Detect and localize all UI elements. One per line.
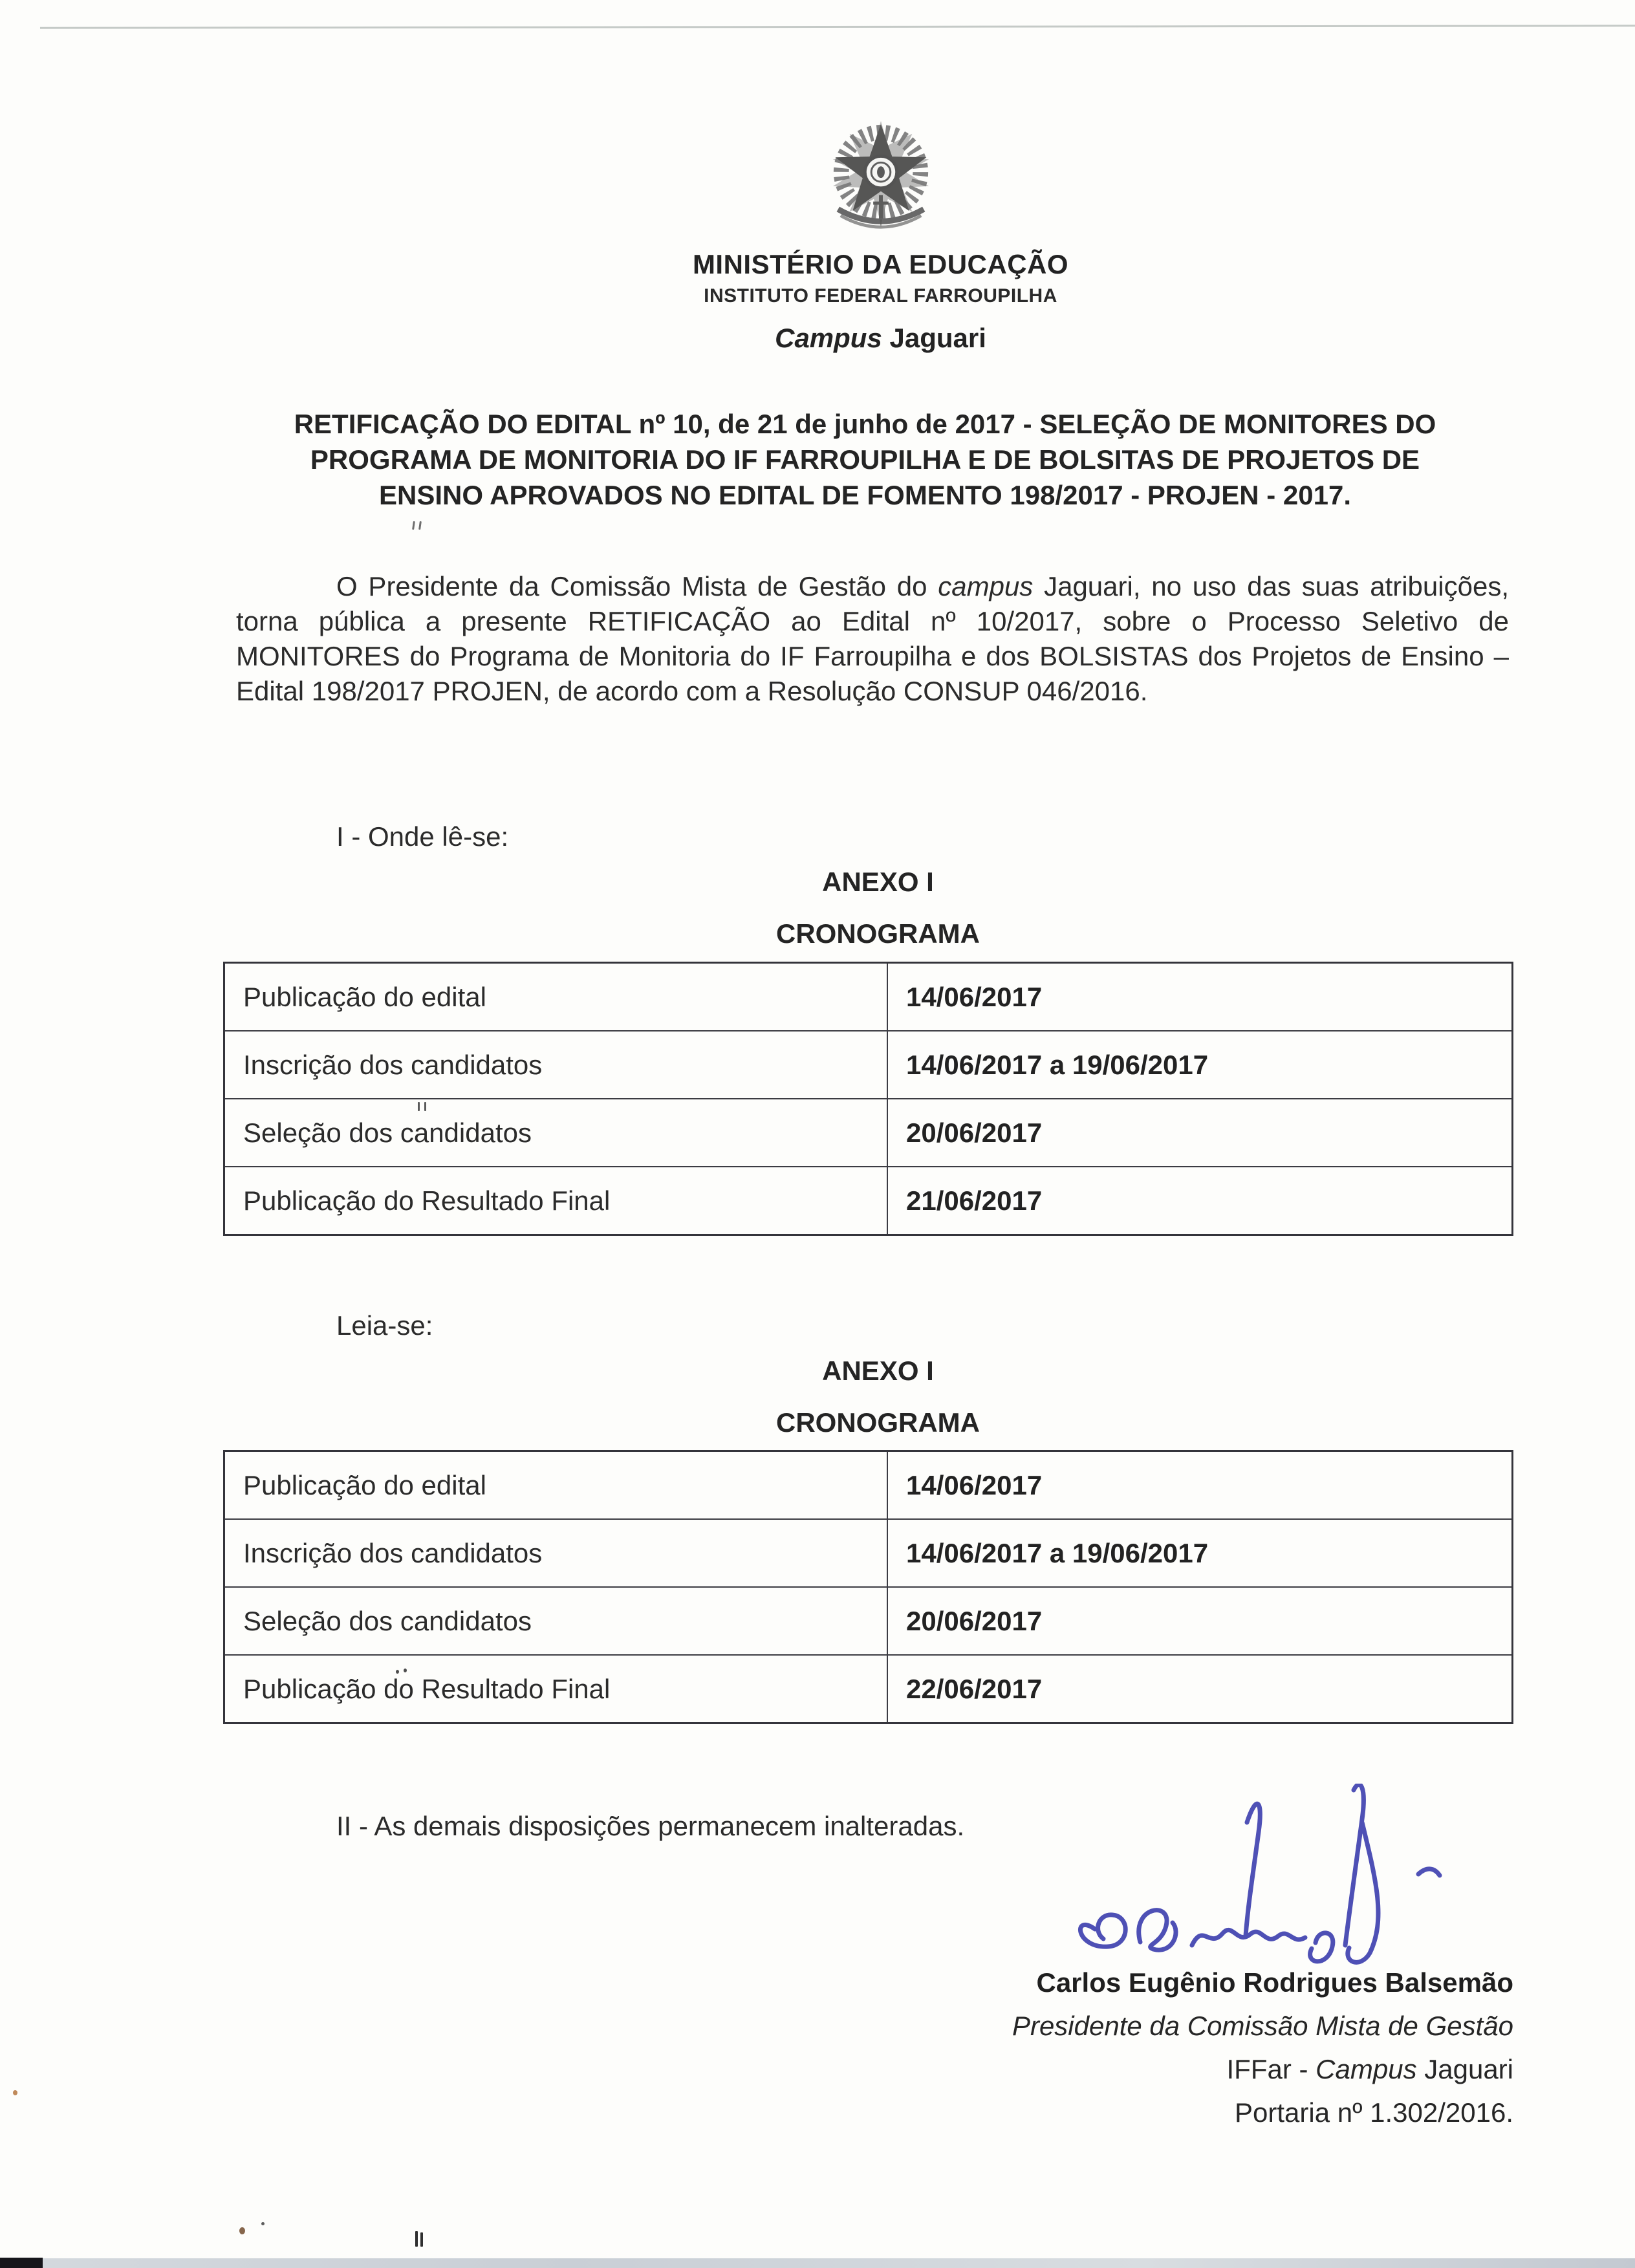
ministry-name: MINISTÉRIO DA EDUCAÇÃO <box>692 249 1069 279</box>
event-label: Inscrição dos candidatos <box>224 1031 888 1099</box>
campus-word: Campus <box>775 323 882 353</box>
org-prefix: IFFar - <box>1226 2054 1316 2084</box>
title-line-2: PROGRAMA DE MONITORIA DO IF FARROUPILHA E DE BOLSITAS DE PROJETOS DE <box>310 444 1420 475</box>
table-row <box>224 1587 1513 1655</box>
event-date: 14/06/2017 a 19/06/2017 <box>887 1519 1513 1587</box>
intro-part2: Jaguari, no uso das suas atribuições, torna pública a presente RETIFICAÇÃO ao Edital nº 10/2017, sobre o Processo Seletivo de MONITORES do Programa de Monitoria do IF Farroupilha e dos BOLSISTAS dos Projetos de Ensino – Edital 198/2017 PROJEN, de acordo com a Resolução CONSUP 046/2016. <box>236 571 1509 706</box>
intro-part1: O Presidente da Comissão Mista de Gestão do <box>336 571 938 601</box>
scan-artifact-speck <box>239 2227 245 2234</box>
anexo-heading-1: ANEXO I <box>822 867 934 897</box>
event-label: Inscrição dos candidatos <box>224 1519 888 1587</box>
campus-rest: Jaguari <box>882 323 986 353</box>
table-row <box>224 1655 1513 1723</box>
event-label: Seleção dos candidatos <box>224 1099 888 1167</box>
campus-name <box>232 323 1529 354</box>
signer-org <box>217 2047 1513 2091</box>
event-label: Seleção dos candidatos <box>224 1587 888 1655</box>
signature-block <box>217 1961 1513 2134</box>
cronograma-heading-1: CRONOGRAMA <box>776 918 980 949</box>
table-row <box>224 1519 1513 1587</box>
table-row <box>224 1451 1513 1520</box>
title-line-1: RETIFICAÇÃO DO EDITAL nº 10, de 21 de junho de 2017 - SELEÇÃO DE MONITORES DO <box>294 409 1436 439</box>
document-header <box>232 118 1529 354</box>
closing-clause: II - As demais disposições permanecem inalteradas. <box>336 1811 965 1841</box>
scan-artifact-mark <box>424 1102 426 1111</box>
handwritten-signature-image <box>1034 1784 1447 1991</box>
event-label: Publicação do Resultado Final <box>224 1655 888 1723</box>
cronograma-table-leia-se <box>223 1450 1513 1724</box>
cronograma-heading-2: CRONOGRAMA <box>776 1407 980 1438</box>
scan-artifact-mark <box>420 2232 423 2247</box>
signer-name: Carlos Eugênio Rodrigues Balsemão <box>1036 1967 1513 1998</box>
scan-artifact-top-line <box>40 25 1635 28</box>
brazil-coat-of-arms-icon <box>827 118 935 243</box>
intro-paragraph <box>236 569 1509 709</box>
org-campus-word: Campus <box>1316 2054 1417 2084</box>
scan-artifact-corner-block <box>0 2258 43 2268</box>
section-label-leia-se: Leia-se: <box>336 1310 433 1341</box>
scan-artifact-mark <box>412 521 415 530</box>
event-date: 20/06/2017 <box>887 1099 1513 1167</box>
table-row <box>224 1031 1513 1099</box>
org-rest: Jaguari <box>1416 2054 1513 2084</box>
table-row <box>224 1167 1513 1235</box>
table-row <box>224 963 1513 1031</box>
event-label: Publicação do edital <box>224 1451 888 1520</box>
title-line-3: ENSINO APROVADOS NO EDITAL DE FOMENTO 198/2017 - PROJEN - 2017. <box>378 480 1352 510</box>
scan-artifact-mark <box>418 521 422 530</box>
scan-artifact-speck <box>13 2090 17 2095</box>
scan-artifact-bottom-band <box>0 2258 1635 2268</box>
signer-portaria: Portaria nº 1.302/2016. <box>1235 2097 1513 2128</box>
event-date: 14/06/2017 <box>887 1451 1513 1520</box>
scan-artifact-speck <box>261 2222 265 2225</box>
cronograma-table-onde-le-se <box>223 962 1513 1236</box>
signer-role: Presidente da Comissão Mista de Gestão <box>1012 2011 1513 2041</box>
event-date: 20/06/2017 <box>887 1587 1513 1655</box>
scan-artifact-speck <box>404 1669 407 1672</box>
anexo-heading-2: ANEXO I <box>822 1355 934 1386</box>
section-label-onde-le-se: I - Onde lê-se: <box>336 821 509 852</box>
event-date: 21/06/2017 <box>887 1167 1513 1235</box>
intro-campus-italic: campus <box>938 571 1034 601</box>
event-date: 14/06/2017 a 19/06/2017 <box>887 1031 1513 1099</box>
scan-artifact-mark <box>418 1102 420 1111</box>
event-date: 14/06/2017 <box>887 963 1513 1031</box>
institute-name: INSTITUTO FEDERAL FARROUPILHA <box>704 285 1057 307</box>
event-label: Publicação do Resultado Final <box>224 1167 888 1235</box>
scan-artifact-speck <box>396 1670 399 1674</box>
event-label: Publicação do edital <box>224 963 888 1031</box>
event-date: 22/06/2017 <box>887 1655 1513 1723</box>
scan-artifact-mark <box>415 2231 418 2247</box>
document-title <box>217 406 1513 513</box>
